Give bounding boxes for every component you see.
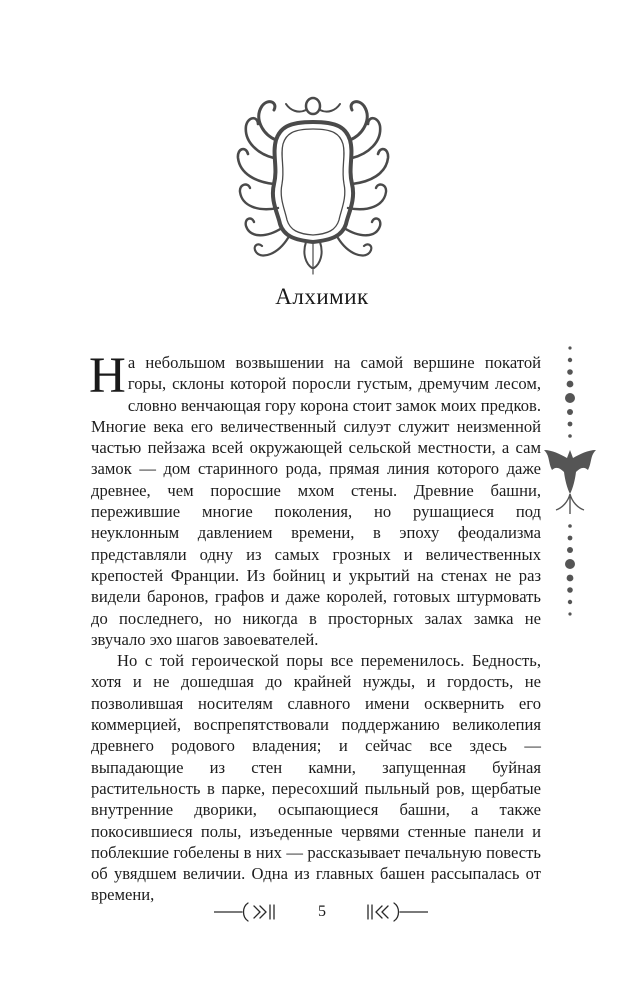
chapter-title: Алхимик <box>275 284 369 309</box>
paragraph-1 <box>89 348 541 650</box>
paragraph-2: Но с той героической поры все переменилось. Бедность, хотя и не дошедшая до крайней нужды, и гордость, не позволившая носителям славного имени осквернить его коммерцией, воспрепятствовали поддержанию великолепия древнего родового владения; и сейчас все здесь — выпадающие из стен камни, запущенная буйная растительность в парке, пересохший пыльный ров, щербатые внутренние дворики, осыпающиеся башни, а также покосившиеся полы, изъеденные червями стенные панели и поблекшие гобелены в них — рассказывает печальную повесть об увядшем величии. Одна из главных башен рассыпалась от времени, <box>91 651 541 905</box>
page-number: 5 <box>318 903 326 920</box>
tentacle-frame-icon <box>228 88 398 278</box>
dropcap: Н <box>89 348 126 404</box>
paragraph-1-text: а небольшом возвышении на самой вершине покатой горы, склоны которой поросли густым, дремучим лесом, словно венчающая гору корона стоит замок моих предков. Многие века его величественный силуэт служит неизменной частью пейзажа всей окружающей сельской местности, а сам замок — дом старинного рода, прямая линия которого даже древнее, чем поросшие мхом стены. Древние башни, пережившие многие поколения, но рушащиеся под неуклонным давлением времени, в эпоху феодализма представляли одну из самых грозных и величественных крепостей Франции. Из бойниц и укрытий на стенах не раз видели баронов, графов и даже королей, готовых штурмовать до последнего, но никогда в просторных залах замка не звучало эхо шагов завоевателей. <box>91 353 541 649</box>
bat-creature-icon <box>542 338 598 638</box>
body-text <box>89 348 541 906</box>
